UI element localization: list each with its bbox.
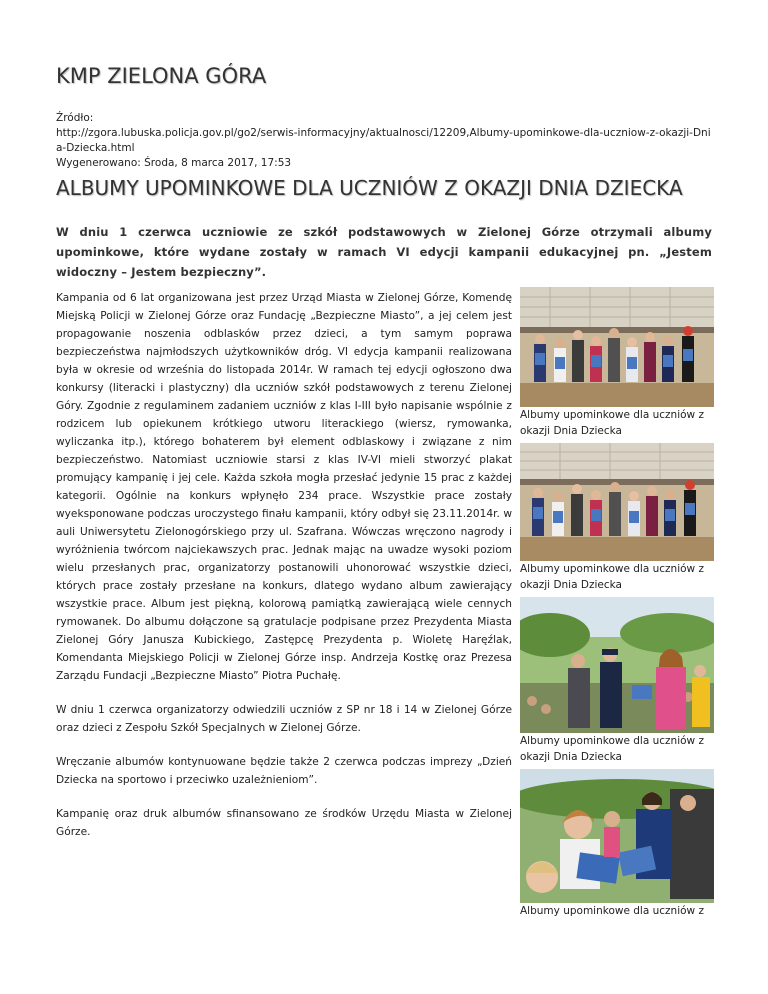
article-lead: W dniu 1 czerwca uczniowie ze szkół podstawowych w Zielonej Górze otrzymali albumy upominkowe, które wydane zostały w ramach VI edycji kampanii edukacyjnej pn. „Jestem widoczny – Jestem bezpieczny”.: [56, 225, 712, 279]
group-photo-2[interactable]: [520, 443, 714, 561]
article-paragraph: W dniu 1 czerwca organizatorzy odwiedzili uczniów z SP nr 18 i 14 w Zielonej Górze oraz dzieci z Zespołu Szkół Specjalnych w Zielonej Górze.: [56, 704, 512, 734]
photo-caption: Albumy upominkowe dla uczniów z: [520, 905, 704, 917]
article-paragraph: Kampanię oraz druk albumów sfinansowano ze środków Urzędu Miasta w Zielonej Górze.: [56, 808, 512, 838]
photo-caption: Albumy upominkowe dla uczniów z okazji Dnia Dziecka: [520, 563, 704, 591]
article-title: ALBUMY UPOMINKOWE DLA UCZNIÓW Z OKAZJI DNIA DZIECKA: [56, 176, 683, 200]
source-label: Źródło:: [56, 112, 94, 124]
article-body: [56, 289, 512, 857]
photo-gallery: [520, 287, 716, 919]
outdoor-photo-3[interactable]: [520, 597, 714, 733]
gallery-item: [520, 287, 716, 439]
photo-caption: Albumy upominkowe dla uczniów z okazji Dnia Dziecka: [520, 409, 704, 437]
gallery-item: [520, 443, 716, 593]
document-meta: [56, 111, 716, 171]
article-paragraph: Kampania od 6 lat organizowana jest przez Urząd Miasta w Zielonej Górze, Komendę Miejską Policji w Zielonej Górze oraz Fundację „Bezpieczne Miasto”, a jej celem jest propagowanie noszenia odblasków przez dzieci, a tym samym poprawa bezpieczeństwa najmłodszych użytkowników dróg. VI edycja kampanii realizowana była w okresie od września do listopada 2014r. W ramach tej edycji ogłoszono dwa konkursy (literacki i plastyczny) dla uczniów szkół podstawowych z terenu Zielonej Góry. Zgodnie z regulaminem zadaniem uczniów z klas I-III było napisanie wspólnie z rodzicem lub opiekunem krótkiego utworu literackiego (wiersz, rymowanka, wyliczanka itp.), którego bohaterem był element odblaskowy i związane z nim bezpieczeństwo. Natomiast uczniowie starsi z klas IV-VI mieli stworzyć plakat promujący kampanię i jej cele. Każda szkoła mogła przesłać jedynie 15 prac z każdej kategorii. Ogólnie na konkurs wpłynęło 234 prace. Wszystkie prace zostały wyeksponowane podczas uroczystego finału kampanii, który odbył się 23.11.2014r. w auli Uniwersytetu Zielonogórskiego przy ul. Szafrana. Wówczas wręczono nagrody i wyróżnienia twórcom najciekawszych prac. Jednak mając na uwadze wysoki poziom wielu przesłanych prac, organizatorzy postanowili uhonorować wszystkie dzieci, których prace zostały przesłane na konkurs, dlatego wydano album zawierający wszystkie prace. Album jest piękną, kolorową pamiątką zawierającą wiele cennych rymowanek. Do albumu dołączone są gratulacje podpisane przez Prezydenta Miasta Zielonej Góry Janusza Kubickiego, Zastępcę Prezydenta p. Wioletę Haręźlak, Komendanta Miejskiego Policji w Zielonej Górze insp. Andrzeja Kostkę oraz Prezesa Zarządu Fundacji „Bezpieczne Miasto” Piotra Puchałę.: [56, 292, 512, 682]
site-title: KMP ZIELONA GÓRA: [56, 64, 267, 88]
article-paragraph: Wręczanie albumów kontynuowane będzie także 2 czerwca podczas imprezy „Dzień Dziecka na sportowo i przeciwko uzależnieniom”.: [56, 756, 512, 786]
gallery-item: [520, 769, 716, 919]
generated-date: Wygenerowano: Środa, 8 marca 2017, 17:53: [56, 157, 292, 169]
source-url[interactable]: http://zgora.lubuska.policja.gov.pl/go2/serwis-informacyjny/aktualnosci/12209,Albumy-upominkowe-dla-uczniow-z-okazji-Dnia-Dziecka.html: [56, 127, 711, 154]
gallery-item: [520, 597, 716, 765]
photo-caption: Albumy upominkowe dla uczniów z okazji Dnia Dziecka: [520, 735, 704, 763]
children-photo-4[interactable]: [520, 769, 714, 903]
group-photo-1[interactable]: [520, 287, 714, 407]
